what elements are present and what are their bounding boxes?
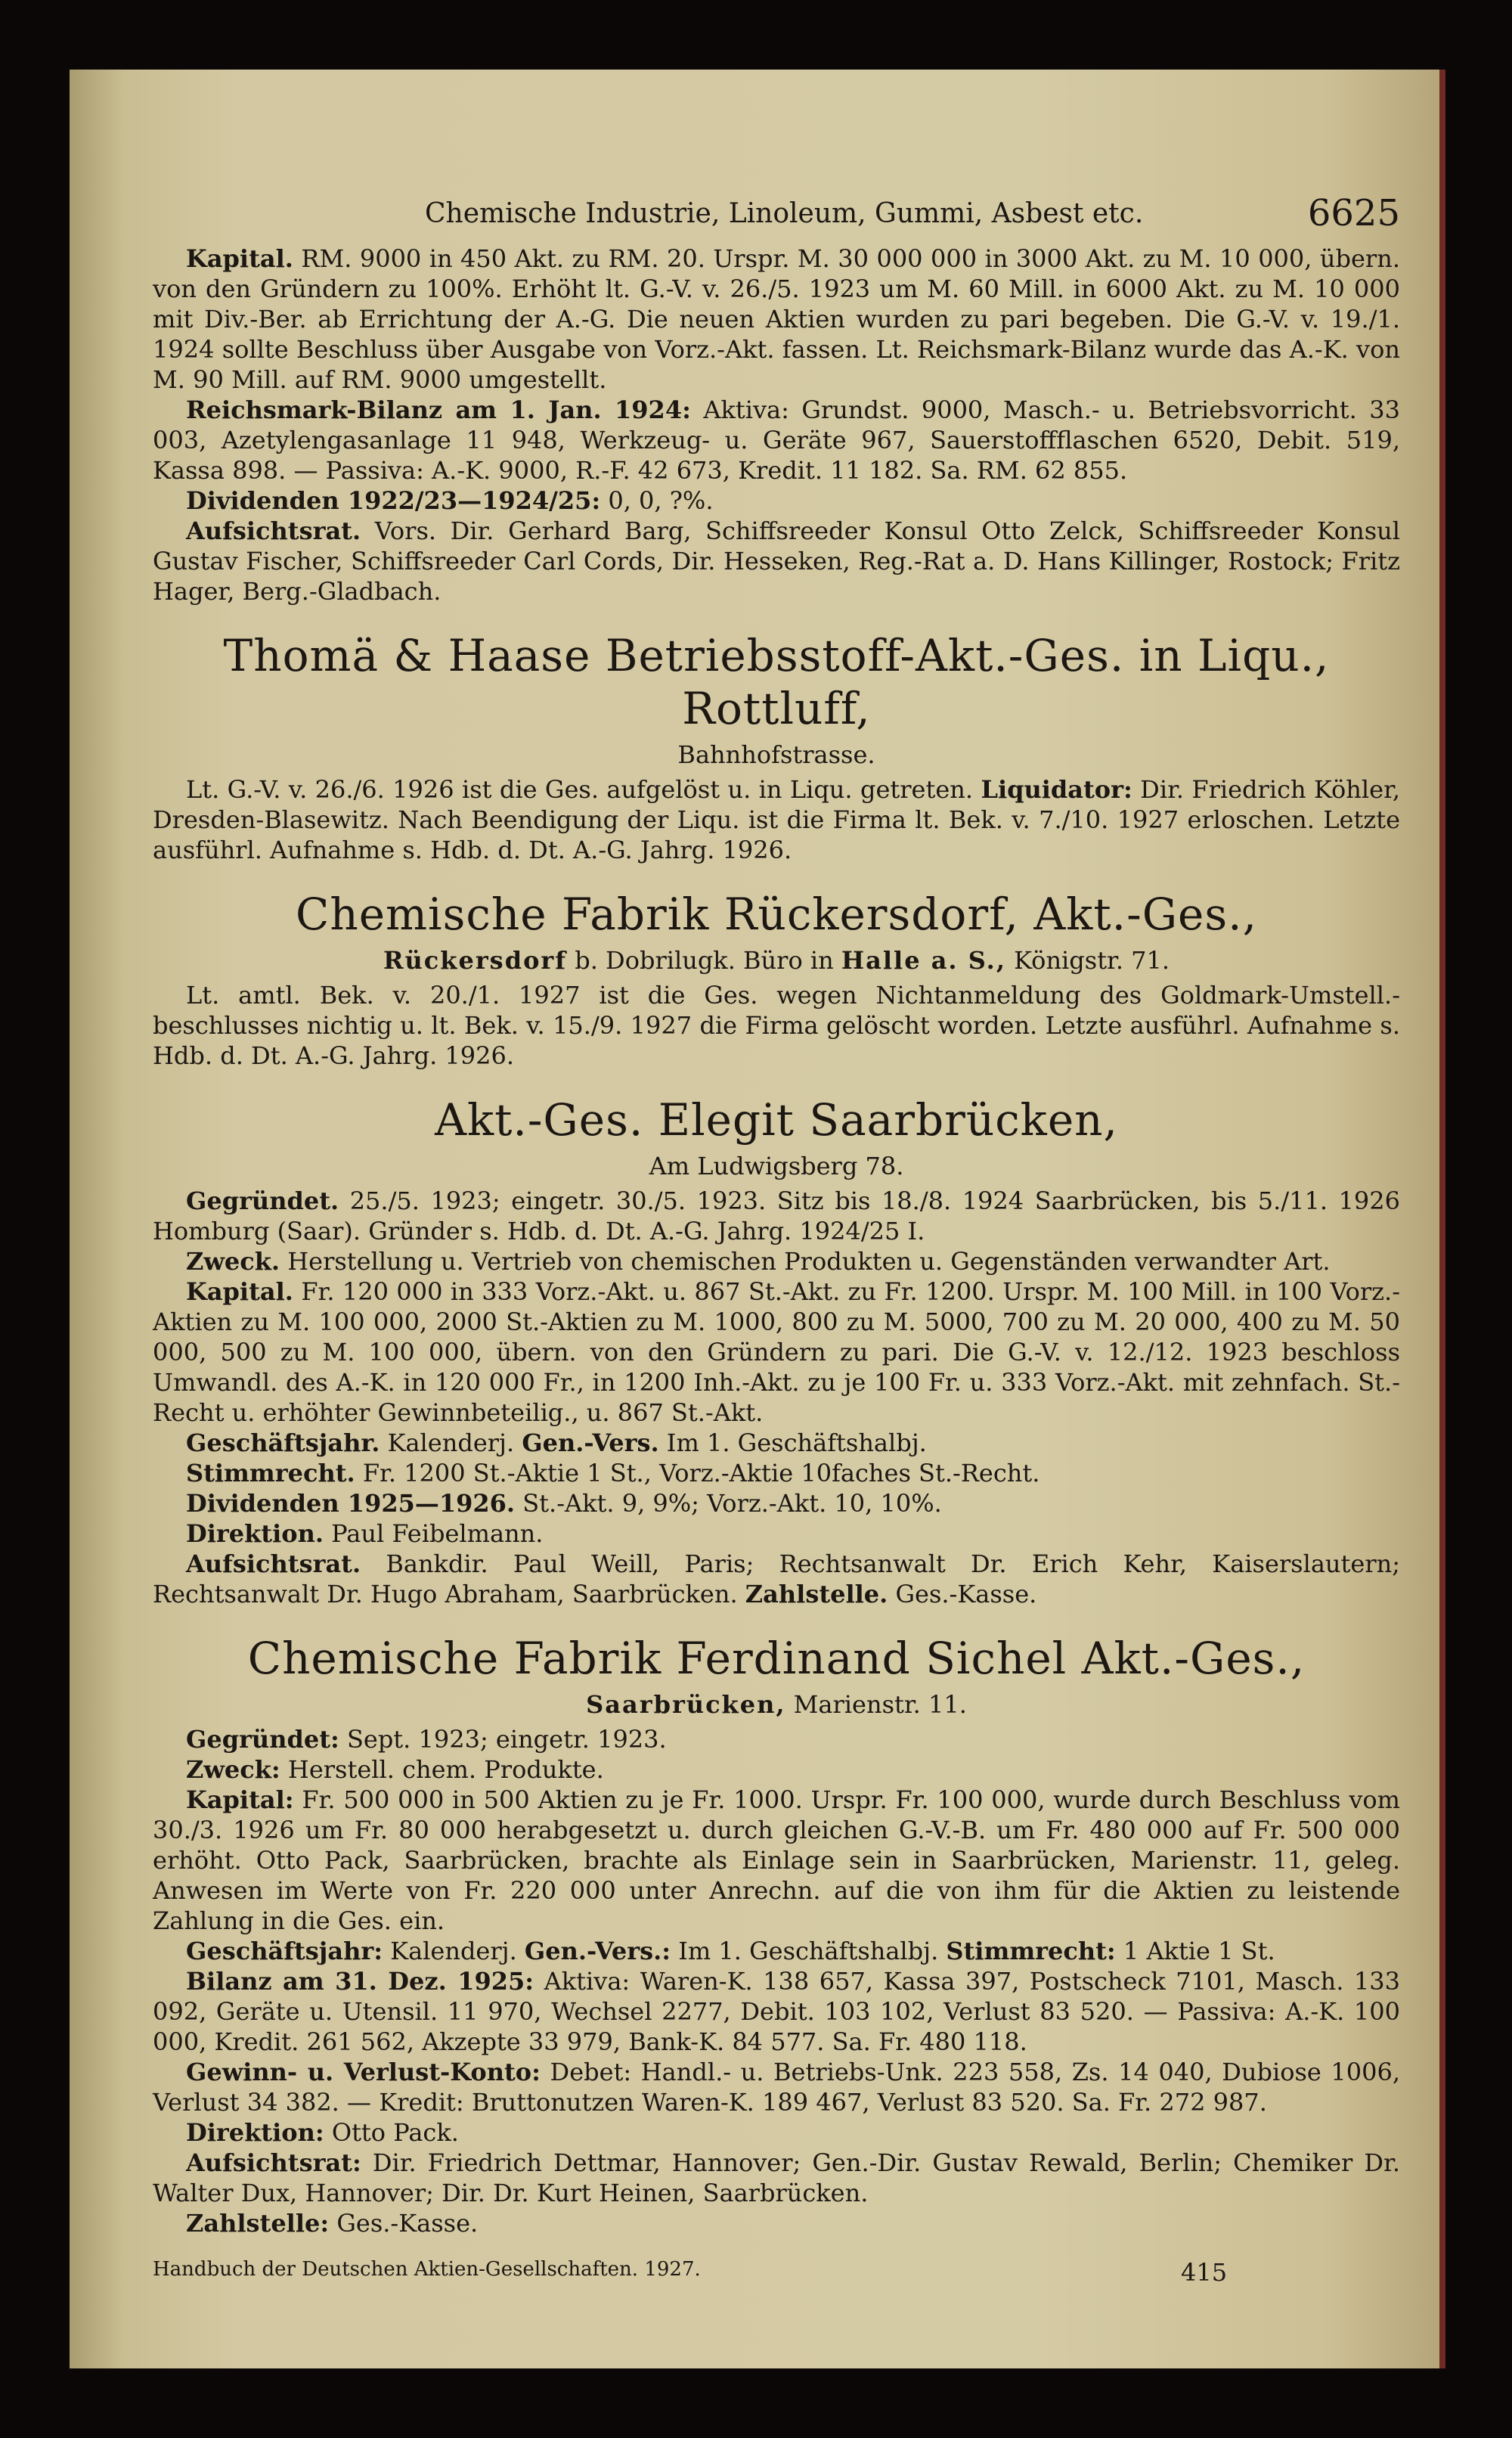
gegruendet-paragraph [153,1724,1400,1754]
gegruendet-text: Sept. 1923; eingetr. 1923. [346,1725,667,1754]
gegruendet-paragraph [153,1186,1400,1246]
direktion-text: Otto Pack. [331,2118,459,2147]
kapital-text: Fr. 120 000 in 333 Vorz.-Akt. u. 867 St.-Akt. zu Fr. 1200. Urspr. M. 100 Mill. in 100 Vorz.-Aktien zu M. 100 000, 2000 St.-Aktien zu M. 1000, 800 zu M. 5000, 700 zu M. 20 000, 400 zu M. 50 000, 500 zu M. 100 000, übern. von den Gründern zu pari. Die G.-V. v. 12./12. 1923 beschloss Umwandl. des A.-K. in 120 000 Fr., in 1200 Inh.-Akt. zu je 100 Fr. u. 333 Vorz.-Akt. mit zehnfach. St.-Recht u. erhöhter Gewinnbeteilig., u. 867 St.-Akt. [153,1277,1401,1427]
stimmrecht-label: Stimmrecht. [186,1459,355,1487]
dividenden-paragraph [153,1488,1400,1518]
genvers-text: Im 1. Geschäftshalbj. [678,1937,939,1965]
geschaeftsjahr-label: Geschäftsjahr: [186,1937,383,1965]
stimmrecht-paragraph [153,1458,1400,1488]
dividenden-label: Dividenden 1925—1926. [186,1489,516,1518]
bilanz-label: Reichsmark-Bilanz am 1. Jan. 1924: [186,395,691,424]
guv-text: Debet: Handl.- u. Betriebs-Unk. 223 558, Zs. 14 040, Dubiose 1006, Verlust 34 382. — Kredit: Bruttonutzen Waren-K. 189 467, Verlust 83 520. Sa. Fr. 272 987. [153,2058,1401,2117]
kapital-text: RM. 9000 in 450 Akt. zu RM. 20. Urspr. M. 30 000 000 in 3000 Akt. zu M. 10 000, übern. von den Gründern zu 100%. Erhöht lt. G.-V. v. 26./5. 1923 um M. 60 Mill. in 6000 Akt. zu M. 10 000 mit Div.-Ber. ab Errichtung der A.-G. Die neuen Aktien wurden zu pari begeben. Die G.-V. v. 19./1. 1924 sollte Beschluss über Ausgabe von Vorz.-Akt. fassen. Lt. Reichsmark-Bilanz wurde das A.-K. von M. 90 Mill. auf RM. 9000 umgestellt. [153,244,1401,394]
genvers-text: Im 1. Geschäftshalbj. [666,1428,927,1457]
deletion-paragraph: Lt. amtl. Bek. v. 20./1. 1927 ist die Ges. wegen Nichtanmeldung des Goldmark-Umstell.-beschlusses nichtig u. lt. Bek. v. 15./9. 1927 die Firma gelöscht worden. Letzte ausführl. Aufnahme s. Hdb. d. Dt. A.-G. Jahrg. 1926. [153,981,1400,1070]
zahlstelle-paragraph [153,2208,1400,2238]
liquidation-text-b: Dir. Friedrich Köhler, Dresden-Blasewitz. Nach Beendigung der Liqu. ist die Firma lt. Bek. v. 7./10. 1927 erloschen. Letzte ausführl. Aufnahme s. Hdb. d. Dt. A.-G. Jahrg. 1926. [153,775,1401,864]
zahlstelle-label: Zahlstelle. [745,1580,888,1608]
firm-subline [153,945,1400,976]
geschaeftsjahr-paragraph [153,1428,1400,1458]
dividenden-paragraph [153,485,1400,516]
firm-title: Chemische Fabrik Rückersdorf, Akt.-Ges., [295,889,1258,940]
bilanz-paragraph [153,1966,1400,2057]
firm-address: Bahnhofstrasse. [677,740,875,769]
stimmrecht-text: Fr. 1200 St.-Aktie 1 St., Vorz.-Aktie 10faches St.-Recht. [362,1459,1040,1487]
kapital-label: Kapital: [186,1785,294,1814]
header-title: Chemische Industrie, Linoleum, Gummi, Asbest etc. [425,198,1144,229]
genvers-label: Gen.-Vers. [522,1428,659,1457]
entry-thomae-haase [153,629,1400,865]
page-content [153,183,1400,2296]
entry-continued [153,243,1400,606]
stimmrecht-label: Stimmrecht: [946,1937,1116,1965]
footer-page-number: 415 [1181,2258,1228,2287]
firm-subline-a: b. Dobrilugk. Büro in [575,946,834,975]
bilanz-label: Bilanz am 31. Dez. 1925: [186,1967,534,1996]
aufsichtsrat-paragraph [153,1549,1400,1609]
guv-label: Gewinn- u. Verlust-Konto: [186,2058,541,2086]
aufsichtsrat-text: Dir. Friedrich Dettmar, Hannover; Gen.-Dir. Gustav Rewald, Berlin; Chemiker Dr. Walter Dux, Hannover; Dir. Dr. Kurt Heinen, Saarbrücken. [153,2148,1401,2207]
firm-place: Rückersdorf [383,946,568,975]
running-header [153,183,1400,243]
zweck-text: Herstell. chem. Produkte. [287,1755,604,1784]
bilanz-text: Aktiva: Grundst. 9000, Masch.- u. Betriebsvorricht. 33 003, Azetylengasanlage 11 948, Werkzeug- u. Geräte 967, Sauerstoffflaschen 6520, Debit. 519, Kassa 898. — Passiva: A.-K. 9000, R.-F. 42 673, Kredit. 11 182. Sa. RM. 62 855. [153,395,1401,485]
kapital-paragraph [153,243,1400,395]
guv-paragraph [153,2057,1400,2117]
kapital-paragraph [153,1785,1400,1936]
firm-address: Am Ludwigsberg 78. [649,1152,904,1180]
direktion-label: Direktion: [186,2118,324,2147]
liquidation-paragraph [153,774,1400,865]
zahlstelle-label: Zahlstelle: [186,2209,330,2238]
page-footer [153,2250,1400,2296]
zweck-label: Zweck: [186,1755,280,1784]
kapital-paragraph [153,1276,1400,1428]
entry-elegit [153,1093,1400,1609]
aufsichtsrat-label: Aufsichtsrat. [186,516,361,545]
direktion-label: Direktion. [186,1519,324,1548]
zweck-label: Zweck. [186,1247,280,1276]
firm-title: Chemische Fabrik Ferdinand Sichel Akt.-Ges., [247,1633,1306,1684]
firm-subline-b: Königstr. 71. [1014,946,1170,975]
bilanz-paragraph [153,395,1400,485]
entry-sichel [153,1632,1400,2238]
kapital-text: Fr. 500 000 in 500 Aktien zu je Fr. 1000. Urspr. Fr. 100 000, wurde durch Beschluss vom 30./3. 1926 um Fr. 80 000 herabgesetzt u. durch gleichen G.-V.-B. um Fr. 480 000 auf Fr. 500 000 erhöht. Otto Pack, Saarbrücken, brachte als Einlage sein in Saarbrücken, Marienstr. 11, geleg. Anwesen im Werte von Fr. 220 000 unter Anrechn. auf die von ihm für die Aktien zu leistende Zahlung in die Ges. ein. [153,1785,1401,1935]
geschaeftsjahr-paragraph [153,1936,1400,1966]
zweck-paragraph [153,1246,1400,1276]
kapital-label: Kapital. [186,244,293,273]
geschaeftsjahr-text: Kalenderj. [387,1428,515,1457]
liquidation-text-a: Lt. G.-V. v. 26./6. 1926 ist die Ges. aufgelöst u. in Liqu. getreten. [186,775,974,804]
firm-title: Thomä & Haase Betriebsstoff-Akt.-Ges. in Liqu., Rottluff, [223,630,1330,734]
footer-publication: Handbuch der Deutschen Aktien-Gesellschaften. 1927. [153,2258,701,2281]
gegruendet-text: 25./5. 1923; eingetr. 30./5. 1923. Sitz bis 18./8. 1924 Saarbrücken, bis 5./11. 1926 Homburg (Saar). Gründer s. Hdb. d. Dt. A.-G. Jahrg. 1924/25 I. [153,1186,1401,1245]
geschaeftsjahr-text: Kalenderj. [390,1937,517,1965]
direktion-text: Paul Feibelmann. [331,1519,544,1548]
dividenden-text: St.-Akt. 9, 9%; Vorz.-Akt. 10, 10%. [522,1489,942,1518]
aufsichtsrat-text: Vors. Dir. Gerhard Barg, Schiffsreeder Konsul Otto Zelck, Schiffsreeder Konsul Gustav Fischer, Schiffsreeder Carl Cords, Dir. Hesseken, Reg.-Rat a. D. Hans Killinger, Rostock; Fritz Hager, Berg.-Gladbach. [153,516,1401,606]
aufsichtsrat-paragraph [153,2148,1400,2208]
book-page [70,70,1439,2368]
geschaeftsjahr-label: Geschäftsjahr. [186,1428,380,1457]
aufsichtsrat-label: Aufsichtsrat. [186,1549,361,1578]
gegruendet-label: Gegründet. [186,1186,339,1215]
firm-city: Saarbrücken, [586,1690,786,1719]
firm-title: Akt.-Ges. Elegit Saarbrücken, [435,1094,1118,1146]
kapital-label: Kapital. [186,1277,293,1306]
zweck-text: Herstellung u. Vertrieb von chemischen Produkten u. Gegenständen verwandter Art. [287,1247,1331,1276]
bilanz-text: Aktiva: Waren-K. 138 657, Kassa 397, Postscheck 7101, Masch. 133 092, Geräte u. Utensil. 11 970, Wechsel 2277, Debit. 103 102, Verlust 83 520. — Passiva: A.-K. 100 000, Kredit. 261 562, Akzepte 33 979, Bank-K. 84 577. Sa. Fr. 480 118. [153,1967,1401,2056]
dividenden-text: 0, 0, ?%. [608,486,714,515]
aufsichtsrat-label: Aufsichtsrat: [186,2148,361,2177]
firm-address: Marienstr. 11. [793,1690,967,1719]
direktion-paragraph [153,2117,1400,2148]
firm-subline [153,1689,1400,1720]
gegruendet-label: Gegründet: [186,1725,339,1754]
entry-rueckersdorf [153,888,1400,1071]
firm-city: Halle a. S., [841,946,1006,975]
dividenden-label: Dividenden 1922/23—1924/25: [186,486,601,515]
stimmrecht-text: 1 Aktie 1 St. [1123,1937,1275,1965]
aufsichtsrat-paragraph [153,516,1400,606]
aufsichtsrat-text: Bankdir. Paul Weill, Paris; Rechtsanwalt Dr. Erich Kehr, Kaiserslautern; Rechtsanwalt Dr. Hugo Abraham, Saarbrücken. [153,1549,1400,1608]
genvers-label: Gen.-Vers.: [524,1937,671,1965]
zahlstelle-text: Ges.-Kasse. [895,1580,1037,1608]
book-cover-edge [70,70,1445,2368]
direktion-paragraph [153,1518,1400,1549]
header-page-number: 6625 [1307,192,1400,234]
zahlstelle-text: Ges.-Kasse. [336,2209,479,2238]
liquidator-label: Liquidator: [981,775,1132,804]
zweck-paragraph [153,1754,1400,1785]
